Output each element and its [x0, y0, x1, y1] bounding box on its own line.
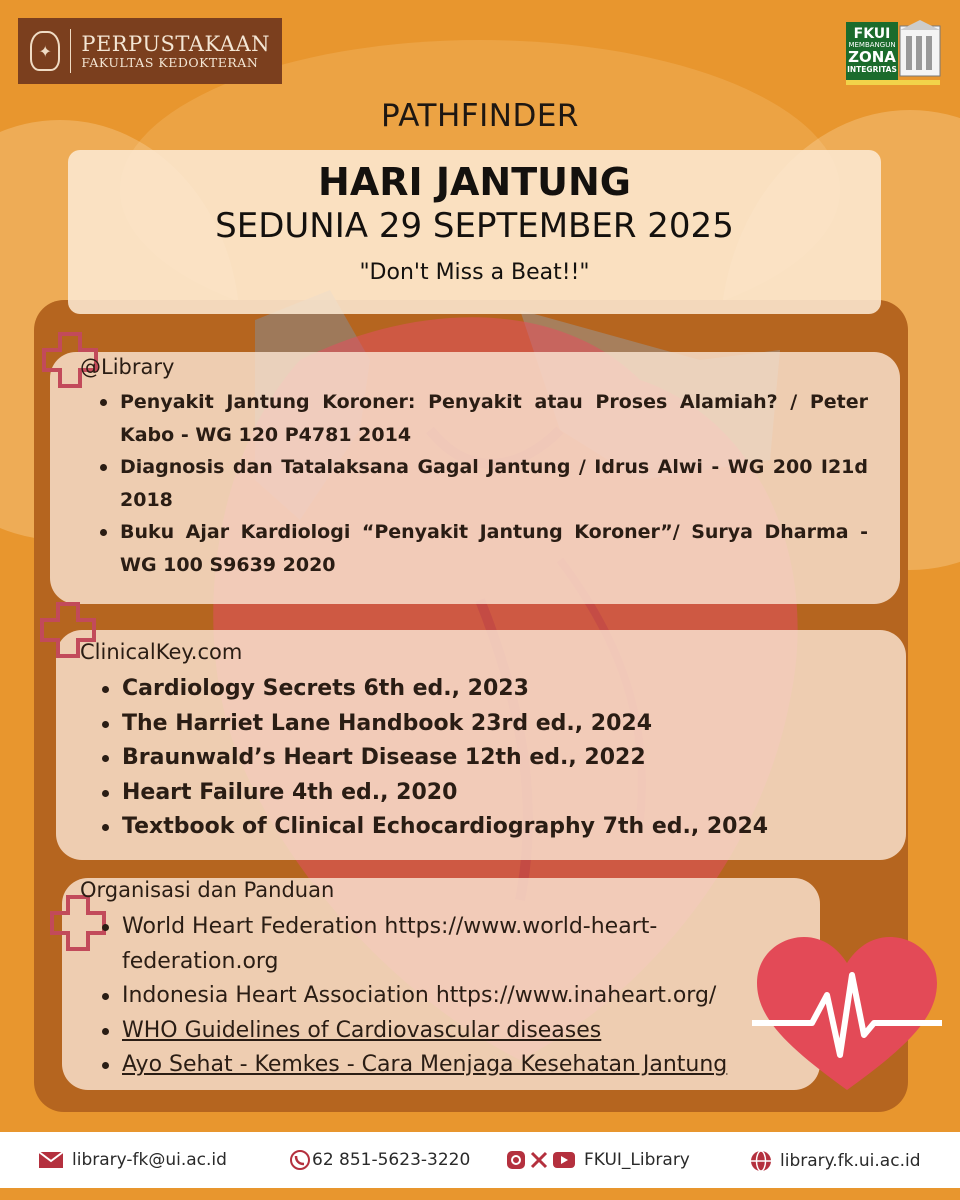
phone-text: 62 851-5623-3220: [312, 1150, 471, 1170]
event-title: HARI JANTUNG: [318, 160, 631, 204]
badge-line-3: ZONA: [848, 48, 896, 66]
organisasi-list: [100, 910, 760, 1083]
footer-bar: [0, 1132, 960, 1188]
instagram-icon: [506, 1150, 526, 1170]
clinicalkey-item-2: The Harriet Lane Handbook 23rd ed., 2024: [100, 707, 880, 742]
organisasi-item-1[interactable]: World Heart Federation https://www.world-heart-federation.org: [100, 910, 760, 979]
library-item-3: Buku Ajar Kardiologi “Penyakit Jantung Koroner”/ Surya Dharma - WG 100 S9639 2020: [98, 516, 868, 581]
brand-subtitle: FAKULTAS KEDOKTERAN: [81, 54, 259, 70]
organisasi-section-title: Organisasi dan Panduan: [80, 878, 335, 902]
brand-title: PERPUSTAKAAN: [81, 31, 270, 56]
x-twitter-icon: [530, 1151, 548, 1169]
clinicalkey-list: [100, 672, 880, 845]
badge-line-2: MEMBANGUN: [848, 41, 896, 49]
event-tagline: "Don't Miss a Beat!!": [359, 260, 590, 285]
footer-phone[interactable]: [290, 1150, 470, 1170]
clinicalkey-item-3: Braunwald’s Heart Disease 12th ed., 2022: [100, 741, 880, 776]
pathfinder-label: PATHFINDER: [381, 98, 579, 134]
library-list: [98, 386, 868, 581]
library-section-title: @Library: [80, 355, 175, 379]
mail-icon: [38, 1151, 64, 1169]
university-seal-icon: ✦: [30, 31, 60, 71]
footer-website[interactable]: [750, 1150, 921, 1172]
event-date: SEDUNIA 29 SEPTEMBER 2025: [215, 206, 734, 246]
clinicalkey-item-1: Cardiology Secrets 6th ed., 2023: [100, 672, 880, 707]
heart-pulse-icon: [752, 935, 942, 1095]
clinicalkey-item-4: Heart Failure 4th ed., 2020: [100, 776, 880, 811]
whatsapp-icon: [290, 1150, 310, 1170]
email-text: library-fk@ui.ac.id: [72, 1150, 227, 1170]
footer-strip: [0, 1188, 960, 1200]
footer-social[interactable]: [506, 1150, 690, 1170]
medical-cross-icon: [48, 893, 108, 953]
who-guidelines-link[interactable]: WHO Guidelines of Cardiovascular diseases: [100, 1014, 760, 1049]
badge-line-1: FKUI: [853, 26, 891, 42]
footer-email[interactable]: [38, 1150, 227, 1170]
library-item-2: Diagnosis dan Tatalaksana Gagal Jantung / Idrus Alwi - WG 200 I21d 2018: [98, 451, 868, 516]
library-item-1: Penyakit Jantung Koroner: Penyakit atau Proses Alamiah? / Peter Kabo - WG 120 P4781 2014: [98, 386, 868, 451]
social-handle-text: FKUI_Library: [584, 1150, 690, 1170]
globe-icon: [750, 1150, 772, 1172]
ayo-sehat-link[interactable]: Ayo Sehat - Kemkes - Cara Menjaga Kesehatan Jantung: [100, 1048, 760, 1083]
organisasi-item-2[interactable]: Indonesia Heart Association https://www.inaheart.org/: [100, 979, 760, 1014]
clinicalkey-section-title: ClinicalKey.com: [80, 640, 243, 664]
title-card: [68, 150, 881, 314]
clinicalkey-item-5: Textbook of Clinical Echocardiography 7th ed., 2024: [100, 810, 880, 845]
website-text: library.fk.ui.ac.id: [780, 1151, 921, 1171]
youtube-icon: [552, 1151, 576, 1169]
badge-line-4: INTEGRITAS: [847, 65, 897, 74]
